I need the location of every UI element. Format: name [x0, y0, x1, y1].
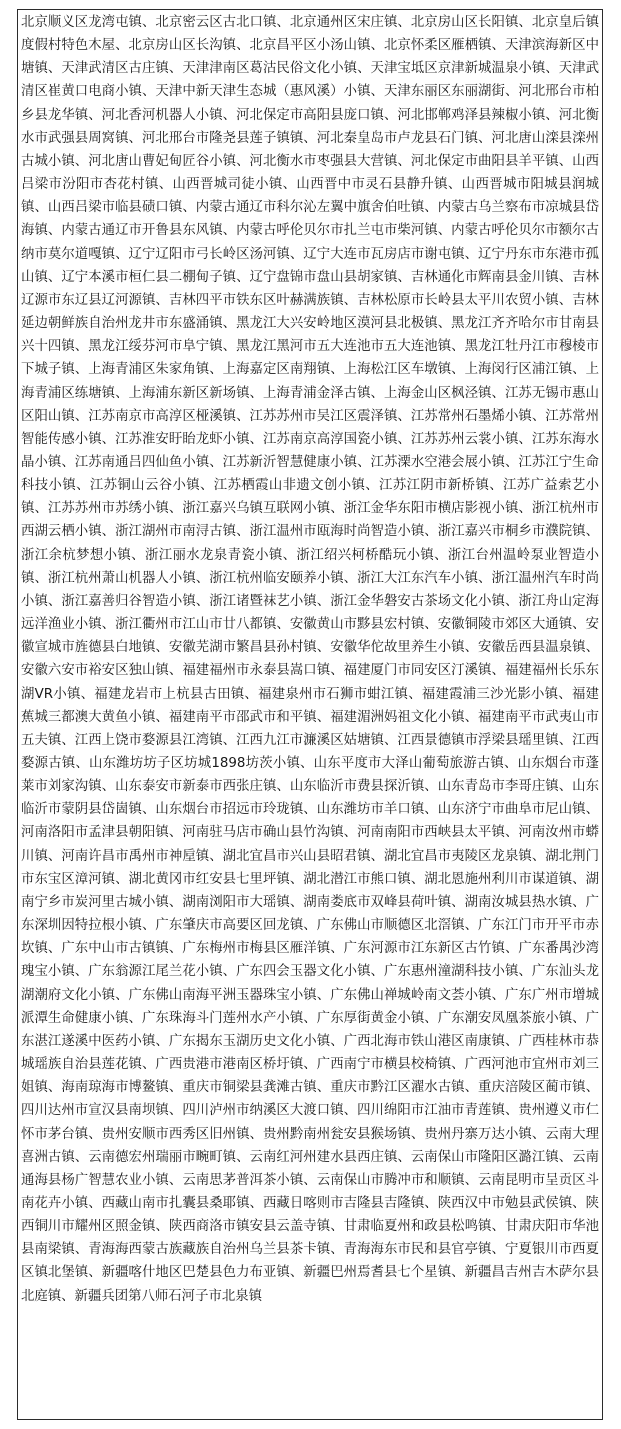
document-frame — [17, 9, 603, 1420]
town-list-paragraph: 北京顺义区龙湾屯镇、北京密云区古北口镇、北京通州区宋庄镇、北京房山区长阳镇、北京皇后镇度假村特色木屋、北京房山区长沟镇、北京昌平区小汤山镇、北京怀柔区雁栖镇、天津滨海新区中塘镇、天津武清区古庄镇、天津津南区葛沽民俗文化小镇、天津宝坻区京津新城温泉小镇、天津武清区崔黄口电商小镇、天津中新天津生态城（惠风溪）小镇、天津东丽区东丽湖街、河北邢台市柏乡县龙华镇、河北香河机器人小镇、河北保定市高阳县庞口镇、河北邯郸鸡泽县辣椒小镇、河北衡水市武强县周窝镇、河北邢台市隆尧县莲子镇镇、河北秦皇岛市卢龙县石门镇、河北唐山滦县滦州古城小镇、河北唐山曹妃甸匠谷小镇、河北衡水市枣强县大营镇、河北保定市曲阳县羊平镇、山西吕梁市汾阳市杏花村镇、山西晋城司徒小镇、山西晋中市灵石县静升镇、山西晋城市阳城县润城镇、山西吕梁市临县碛口镇、内蒙古通辽市科尔沁左翼中旗舍伯吐镇、内蒙古乌兰察布市凉城县岱海镇、内蒙古通辽市开鲁县东风镇、内蒙古呼伦贝尔市扎兰屯市柴河镇、内蒙古呼伦贝尔市额尔古纳市莫尔道嘎镇、辽宁辽阳市弓长岭区汤河镇、辽宁大连市瓦房店市谢屯镇、辽宁丹东市东港市孤山镇、辽宁本溪市桓仁县二棚甸子镇、辽宁盘锦市盘山县胡家镇、吉林通化市辉南县金川镇、吉林辽源市东辽县辽河源镇、吉林四平市铁东区叶赫满族镇、吉林松原市长岭县太平川农贸小镇、吉林延边朝鲜族自治州龙井市东盛涌镇、黑龙江大兴安岭地区漠河县北极镇、黑龙江齐齐哈尔市甘南县兴十四镇、黑龙江绥芬河市阜宁镇、黑龙江黑河市五大连池市五大连池镇、黑龙江牡丹江市穆棱市下城子镇、上海青浦区朱家角镇、上海嘉定区南翔镇、上海松江区车墩镇、上海闵行区浦江镇、上海青浦区练塘镇、上海浦东新区新场镇、上海青浦金泽古镇、上海金山区枫泾镇、江苏无锡市惠山区阳山镇、江苏南京市高淳区桠溪镇、江苏苏州市吴江区震泽镇、江苏常州石墨烯小镇、江苏常州智能传感小镇、江苏淮安盱眙龙虾小镇、江苏南京高淳国瓷小镇、江苏苏州云裳小镇、江苏东海水晶小镇、江苏南通吕四仙鱼小镇、江苏新沂智慧健康小镇、江苏溧水空港会展小镇、江苏江宁生命科技小镇、江苏铜山云谷小镇、江苏栖霞山非遗文创小镇、江苏江阴市新桥镇、江苏广益索艺小镇、江苏苏州市苏绣小镇、浙江嘉兴乌镇互联网小镇、浙江金华东阳市横店影视小镇、浙江杭州市西湖云栖小镇、浙江湖州市南浔古镇、浙江温州市瓯海时尚智造小镇、浙江嘉兴市桐乡市濮院镇、浙江余杭梦想小镇、浙江丽水龙泉青瓷小镇、浙江绍兴柯桥酷玩小镇、浙江台州温岭泵业智造小镇、浙江杭州萧山机器人小镇、浙江杭州临安颐养小镇、浙江大江东汽车小镇、浙江温州汽车时尚小镇、浙江嘉善归谷智造小镇、浙江诸暨袜艺小镇、浙江金华磐安古茶场文化小镇、浙江舟山定海远洋渔业小镇、浙江衢州市江山市廿八都镇、安徽黄山市黟县宏村镇、安徽铜陵市郊区大通镇、安徽宣城市旌德县白地镇、安徽芜湖市繁昌县孙村镇、安徽华佗故里养生小镇、安徽岳西县温泉镇、安徽六安市裕安区独山镇、福建福州市永泰县嵩口镇、福建厦门市同安区汀溪镇、福建福州长乐东湖VR小镇、福建龙岩市上杭县古田镇、福建泉州市石狮市蚶江镇、福建霞浦三沙光影小镇、福建蕉城三都澳大黄鱼小镇、福建南平市邵武市和平镇、福建湄洲妈祖文化小镇、福建南平市武夷山市五夫镇、江西上饶市婺源县江湾镇、江西九江市濂溪区姑塘镇、江西景德镇市浮梁县瑶里镇、江西婺源古镇、山东潍坊坊子区坊城1898坊茨小镇、山东平度市大泽山葡萄旅游古镇、山东烟台市蓬莱市刘家沟镇、山东泰安市新泰市西张庄镇、山东临沂市费县探沂镇、山东青岛市李哥庄镇、山东临沂市蒙阴县岱崮镇、山东烟台市招远市玲珑镇、山东潍坊市羊口镇、山东济宁市曲阜市尼山镇、河南洛阳市孟津县朝阳镇、河南驻马店市确山县竹沟镇、河南南阳市西峡县太平镇、河南汝州市蟒川镇、河南许昌市禹州市神垕镇、湖北宜昌市兴山县昭君镇、湖北宜昌市夷陵区龙泉镇、湖北荆门市东宝区漳河镇、湖北黄冈市红安县七里坪镇、湖北潜江市熊口镇、湖北恩施州利川市谋道镇、湖南宁乡市炭河里古城小镇、湖南浏阳市大瑶镇、湖南娄底市双峰县荷叶镇、湖南汝城县热水镇、广东深圳因特拉根小镇、广东肇庆市高要区回龙镇、广东佛山市顺德区北滘镇、广东江门市开平市赤坎镇、广东中山市古镇镇、广东梅州市梅县区雁洋镇、广东河源市江东新区古竹镇、广东番禺沙湾瑰宝小镇、广东翁源江尾兰花小镇、广东四会玉器文化小镇、广东惠州潼湖科技小镇、广东汕头龙湖潮府文化小镇、广东佛山南海平洲玉器珠宝小镇、广东佛山禅城岭南文荟小镇、广东广州市增城派潭生命健康小镇、广东珠海斗门莲州水产小镇、广东厚街黄金小镇、广东潮安凤凰茶旅小镇、广东湛江遂溪中医药小镇、广东揭东玉湖历史文化小镇、广西北海市铁山港区南康镇、广西桂林市恭城瑶族自治县莲花镇、广西贵港市港南区桥圩镇、广西南宁市横县校椅镇、广西河池市宜州市刘三姐镇、海南琼海市博鳌镇、重庆市铜梁县龚滩古镇、重庆市黔江区濯水古镇、重庆涪陵区蔺市镇、四川达州市宣汉县南坝镇、四川泸州市纳溪区大渡口镇、四川绵阳市江油市青莲镇、贵州遵义市仁怀市茅台镇、贵州安顺市西秀区旧州镇、贵州黔南州瓮安县猴场镇、贵州丹寨万达小镇、云南大理喜洲古镇、云南德宏州瑞丽市畹町镇、云南红河州建水县西庄镇、云南保山市隆阳区潞江镇、云南通海县杨广智慧农业小镇、云南思茅普洱茶小镇、云南保山市腾冲市和顺镇、云南昆明市呈贡区斗南花卉小镇、西藏山南市扎囊县桑耶镇、西藏日喀则市吉隆县吉隆镇、陕西汉中市勉县武侯镇、陕西铜川市耀州区照金镇、陕西商洛市镇安县云盖寺镇、甘肃临夏州和政县松鸣镇、甘肃庆阳市华池县南梁镇、青海海西蒙古族藏族自治州乌兰县茶卡镇、青海海东市民和县官亭镇、宁夏银川市西夏区镇北堡镇、新疆喀什地区巴楚县色力布亚镇、新疆巴州焉耆县七个星镇、新疆昌吉州吉木萨尔县北庭镇、新疆兵团第八师石河子市北泉镇 — [21, 15, 599, 1304]
